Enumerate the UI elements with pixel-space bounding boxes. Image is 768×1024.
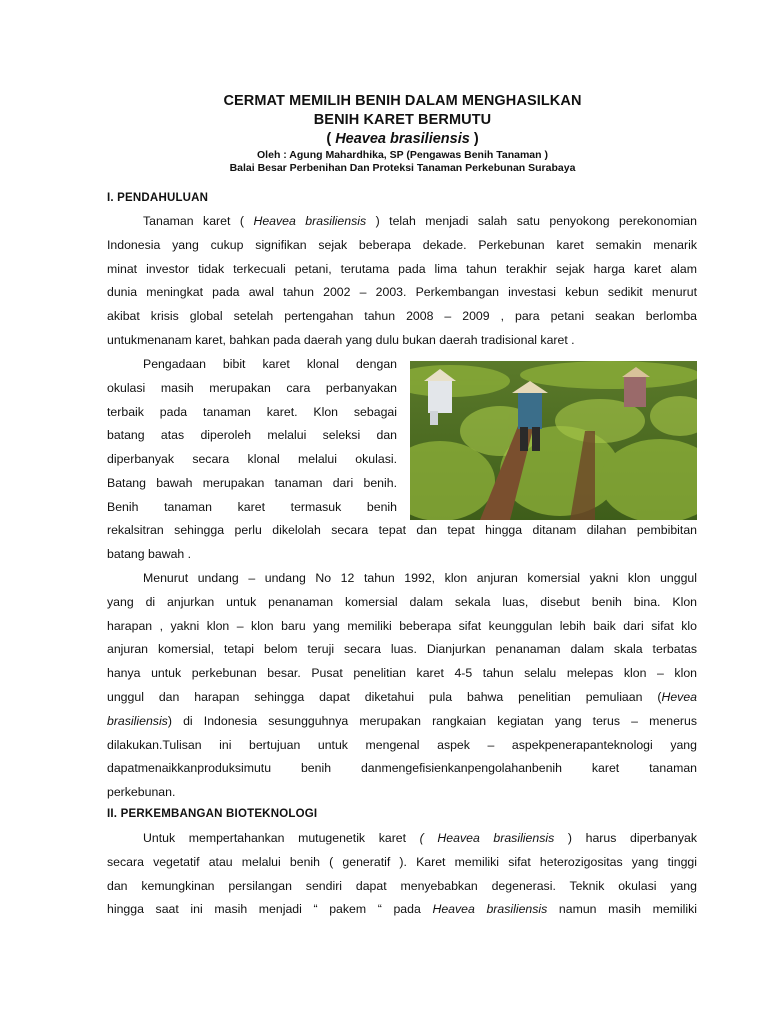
section-1-paragraph-3: [107, 567, 697, 805]
text-run: rekalsitran sehingga perlu dikelolah secara tepat dan tepat hingga ditanam dilahan pembibitan: [107, 523, 697, 537]
text-run: unggul dan harapan sehingga dapat diketahui pula bahwa penelitian pemuliaan (: [107, 689, 662, 704]
text-line: [107, 827, 697, 851]
text-line: [107, 448, 397, 472]
text-run: hanya untuk perkebunan besar. Pusat penelitian karet 4-5 tahun selalu melepas klon – klon: [107, 666, 697, 681]
title-block: [0, 92, 768, 175]
text-line: [107, 329, 697, 353]
text-line: [107, 662, 697, 686]
text-run: okulasi masih merupakan cara perbanyakan: [107, 380, 397, 395]
text-run: hingga saat ini masih menjadi “ pakem “ pada: [107, 902, 433, 917]
text-line: [107, 258, 697, 282]
text-run: Pengadaan bibit karet klonal dengan: [143, 357, 397, 371]
text-run: Indonesia yang cukup signifikan sejak beberapa dekade. Perkebunan karet semakin menarik: [107, 237, 697, 252]
text-run: ) harus diperbanyak: [554, 831, 697, 845]
text-run: Untuk mempertahankan mutugenetik karet: [143, 831, 420, 845]
paren-open: (: [326, 131, 336, 147]
text-line: [107, 353, 397, 377]
text-line: [107, 898, 697, 922]
text-line: [107, 519, 697, 543]
text-run: ) telah menjadi salah satu penyokong perekonomian: [366, 214, 697, 228]
title-line-1: CERMAT MEMILIH BENIH DALAM MENGHASILKAN: [223, 93, 582, 109]
species-name: Heavea brasiliensis: [335, 131, 470, 147]
text-run: diperbanyak secara klonal melalui okulasi.: [107, 452, 397, 467]
rubber-nursery-photo: [410, 361, 697, 520]
text-line: [107, 234, 697, 258]
photo-illustration: [410, 361, 697, 520]
italic-term: Heavea brasiliensis: [253, 214, 367, 228]
text-line: [107, 210, 697, 234]
text-run: dilakukan.Tulisan ini bertujuan untuk mengenal aspek – aspekpenerapanteknologi yang: [107, 737, 697, 752]
text-line: [107, 851, 697, 875]
text-run: dan kemungkinan persilangan sendiri dapat menyebabkan degenerasi. Teknik okulasi yang: [107, 878, 697, 893]
text-run: Batang bawah merupakan tanaman dari benih.: [107, 475, 397, 490]
text-line: [107, 875, 697, 899]
text-run: Menurut undang – undang No 12 tahun 1992, klon anjuran komersial yakni klon unggul: [143, 571, 697, 585]
title-line-2: BENIH KARET BERMUTU: [313, 112, 492, 128]
text-run: anjuran komersial, tetapi belom teruji secara luas. Dianjurkan penanaman dalam skala terbatas: [107, 642, 697, 657]
text-line: [107, 591, 697, 615]
text-line: [107, 424, 397, 448]
text-line: [107, 615, 697, 639]
author-line: Oleh : Agung Mahardhika, SP (Pengawas Benih Tanaman ): [257, 149, 548, 161]
text-run: Benih tanaman karet termasuk benih: [107, 499, 397, 514]
text-line: [107, 781, 697, 805]
text-line: [107, 710, 697, 734]
section-1-paragraph-1: [107, 210, 697, 353]
italic-term: Hevea: [661, 689, 697, 704]
italic-term: ( Heavea brasiliensis: [419, 831, 555, 845]
text-run: dapatmenaikkanproduksimutu benih danmengefisienkanpengolahanbenih karet tanaman: [107, 761, 697, 776]
text-run: batang bawah .: [107, 546, 192, 561]
text-line: [107, 543, 697, 567]
text-run: secara vegetatif atau melalui benih ( generatif ). Karet memiliki sifat heterozigositas yang tinggi: [107, 854, 697, 869]
text-run: untukmenanam karet, bahkan pada daerah yang dulu bukan daerah tradisional karet .: [107, 332, 575, 347]
text-run: dunia meningkat pada awal tahun 2002 – 2003. Perkembangan investasi kebun sedikit menurut: [107, 285, 697, 300]
text-run: Tanaman karet (: [143, 214, 254, 228]
text-run: akibat krisis global setelah pertengahan tahun 2008 – 2009 , para petani seakan berlomba: [107, 309, 697, 324]
paren-close: ): [469, 131, 479, 147]
title-line-3: [0, 130, 768, 149]
italic-term: Heavea brasiliensis: [432, 902, 548, 917]
text-run: perkebunan.: [107, 785, 176, 800]
text-line: [107, 472, 397, 496]
text-line: [107, 305, 697, 329]
section-1-paragraph-2-narrow: [107, 353, 397, 520]
italic-term: brasiliensis: [107, 713, 168, 728]
section-2-paragraph-1: [107, 827, 697, 922]
institution-line: Balai Besar Perbenihan Dan Proteksi Tanaman Perkebunan Surabaya: [229, 162, 576, 174]
text-run: batang atas diperoleh melalui seleksi dan: [107, 428, 397, 443]
text-line: [107, 401, 397, 425]
text-run: minat investor tidak terkecuali petani, terutama pada lima tahun terakhir sejak harga karet alam: [107, 261, 697, 276]
text-line: [107, 377, 397, 401]
text-line: [107, 757, 697, 781]
text-run: ) di Indonesia sesungguhnya merupakan rangkaian kegiatan yang terus – menerus: [167, 713, 697, 728]
text-run: yang di anjurkan untuk penanaman komersial dalam sekala luas, disebut benih bina. Klon: [107, 594, 697, 609]
text-line: [107, 567, 697, 591]
text-line: [107, 496, 397, 520]
text-line: [107, 281, 697, 305]
text-line: [107, 734, 697, 758]
text-line: [107, 638, 697, 662]
text-run: harapan , yakni klon – klon baru yang memiliki beberapa sifat keunggulan lebih baik dari sifat klo: [107, 618, 697, 633]
section-2-heading: II. PERKEMBANGAN BIOTEKNOLOGI: [107, 808, 318, 820]
text-line: [107, 686, 697, 710]
text-run: terbaik pada tanaman karet. Klon sebagai: [107, 404, 397, 419]
section-1-paragraph-2-wide: [107, 519, 697, 567]
text-run: namun masih memiliki: [547, 902, 697, 917]
section-1-heading: I. PENDAHULUAN: [107, 192, 209, 204]
